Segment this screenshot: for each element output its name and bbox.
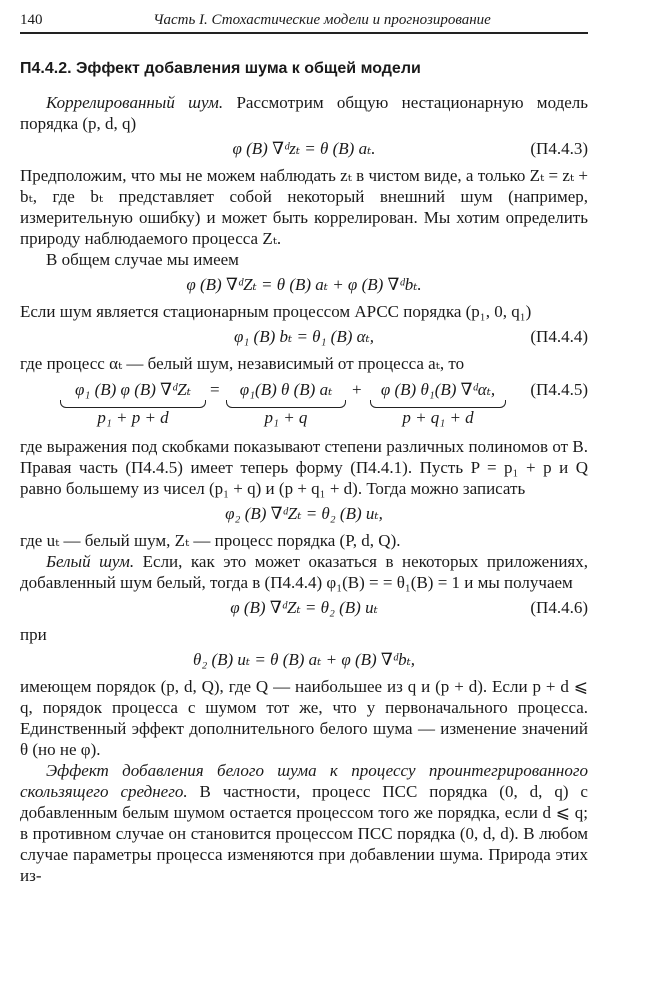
paragraph-text: Если, как это может оказаться в некоторых приложениях, добавленный шум белый, тогда в (П4.4.4) φ₁(B) = = θ₁(B) = 1 и мы получаем xyxy=(20,552,588,592)
equation-number: (П4.4.5) xyxy=(530,380,588,399)
equation-theta2 xyxy=(20,649,588,670)
section-title: П4.4.2. Эффект добавления шума к общей модели xyxy=(20,60,421,77)
paragraph-when: при xyxy=(20,625,47,644)
paragraph-white-noise xyxy=(20,551,588,593)
paragraph-lead: Коррелированный шум. xyxy=(46,93,224,112)
equation-phi2 xyxy=(20,503,588,524)
paragraph-text: В частности, процесс ПСС порядка (0, d, q) с добавленным белым шумом остается процессом того же порядка, если d ⩽ q; в противном случае он становится процессом ПСС порядка (0, d, d). В любом случае параметры процесса изменяются при добавлении шума. Природа этих из- xyxy=(20,782,588,885)
equation-body: θ₂ (B) uₜ = θ (B) aₜ + φ (B) ∇ᵈbₜ, xyxy=(192,650,416,669)
paragraph-ima-effect xyxy=(20,760,588,886)
equation-body: φ (B) ∇ᵈzₜ = θ (B) aₜ. xyxy=(232,139,376,158)
equation-p4-4-6 xyxy=(20,597,588,618)
term-text: φ (B) θ₁(B) ∇ᵈαₜ, xyxy=(380,380,496,399)
book-page xyxy=(20,12,588,886)
equation-p4-4-5 xyxy=(20,380,588,428)
running-title: Часть I. Стохастические модели и прогнозирование xyxy=(153,12,491,28)
degree-label: p₁ + p + d xyxy=(97,408,169,427)
page-header xyxy=(20,12,588,34)
paragraph-correlated-noise xyxy=(20,92,588,134)
equation-number: (П4.4.4) xyxy=(530,327,588,346)
paragraph-stationary-noise: Если шум является стационарным процессом АРСС порядка (p₁, 0, q₁) xyxy=(20,302,532,321)
term-text: φ₁ (B) φ (B) ∇ᵈZₜ xyxy=(75,380,191,399)
equation-term-right xyxy=(368,380,508,428)
equation-p4-4-3 xyxy=(20,138,588,159)
degree-label: p₁ + q xyxy=(264,408,308,427)
plus-sign: + xyxy=(352,380,362,399)
underbrace xyxy=(370,400,506,408)
paragraph-order: имеющем порядок (p, d, Q), где Q — наибольшее из q и (p + d). Если p + d ⩽ q, порядок процесса с шумом тот же, что у первоначального процесса. Единственный эффект дополнительного белого шума — изменение значений θ (но не φ). xyxy=(20,677,588,759)
equation-body: φ (B) ∇ᵈZₜ = θ (B) aₜ + φ (B) ∇ᵈbₜ. xyxy=(186,275,422,294)
equation-number: (П4.4.3) xyxy=(530,139,588,158)
equation-general xyxy=(20,274,588,295)
paragraph-text: Рассмотрим общую нестационарную модель порядка (p, d, q) xyxy=(20,93,589,133)
equation-p4-4-4 xyxy=(20,326,588,347)
paragraph-observed-process: Предположим, что мы не можем наблюдать zₜ в чистом виде, а только Zₜ = zₜ + bₜ, где bₜ представляет собой некоторый внешний шум (например, измерительную ошибку) и может быть коррелирован. Мы хотим определить природу наблюдаемого процесса Zₜ. xyxy=(20,166,588,248)
equation-term-left xyxy=(58,380,208,428)
paragraph-ut-definition: где uₜ — белый шум, Zₜ — процесс порядка (P, d, Q). xyxy=(20,531,401,550)
page-number: 140 xyxy=(20,12,43,28)
underbrace xyxy=(226,400,346,408)
degree-label: p + q₁ + d xyxy=(402,408,474,427)
paragraph-lead: Эффект добавления белого шума к процессу проинтегрированного скользящего среднего. xyxy=(20,761,588,801)
equals-sign: = xyxy=(210,380,220,399)
equation-term-middle xyxy=(224,380,348,428)
paragraph-general-case: В общем случае мы имеем xyxy=(46,250,239,269)
underbrace xyxy=(60,400,206,408)
equation-body: φ₁ (B) bₜ = θ₁ (B) αₜ, xyxy=(233,327,375,346)
paragraph-white-noise-alpha: где процесс αₜ — белый шум, независимый от процесса aₜ, то xyxy=(20,354,465,373)
equation-body: φ₂ (B) ∇ᵈZₜ = θ₂ (B) uₜ, xyxy=(225,504,383,523)
term-text: φ₁(B) θ (B) aₜ xyxy=(239,380,333,399)
equation-body: φ (B) ∇ᵈZₜ = θ₂ (B) uₜ xyxy=(230,598,378,617)
paragraph-lead: Белый шум. xyxy=(46,552,135,571)
paragraph-brace-explanation: где выражения под скобками показывают степени различных полиномов от B. Правая часть (П4.4.5) имеет теперь форму (П4.4.1). Пусть P = p₁ + p и Q равно большему из чисел (p₁ + q) и (p + q₁ + d). Тогда можно записать xyxy=(20,437,588,498)
equation-number: (П4.4.6) xyxy=(530,598,588,617)
